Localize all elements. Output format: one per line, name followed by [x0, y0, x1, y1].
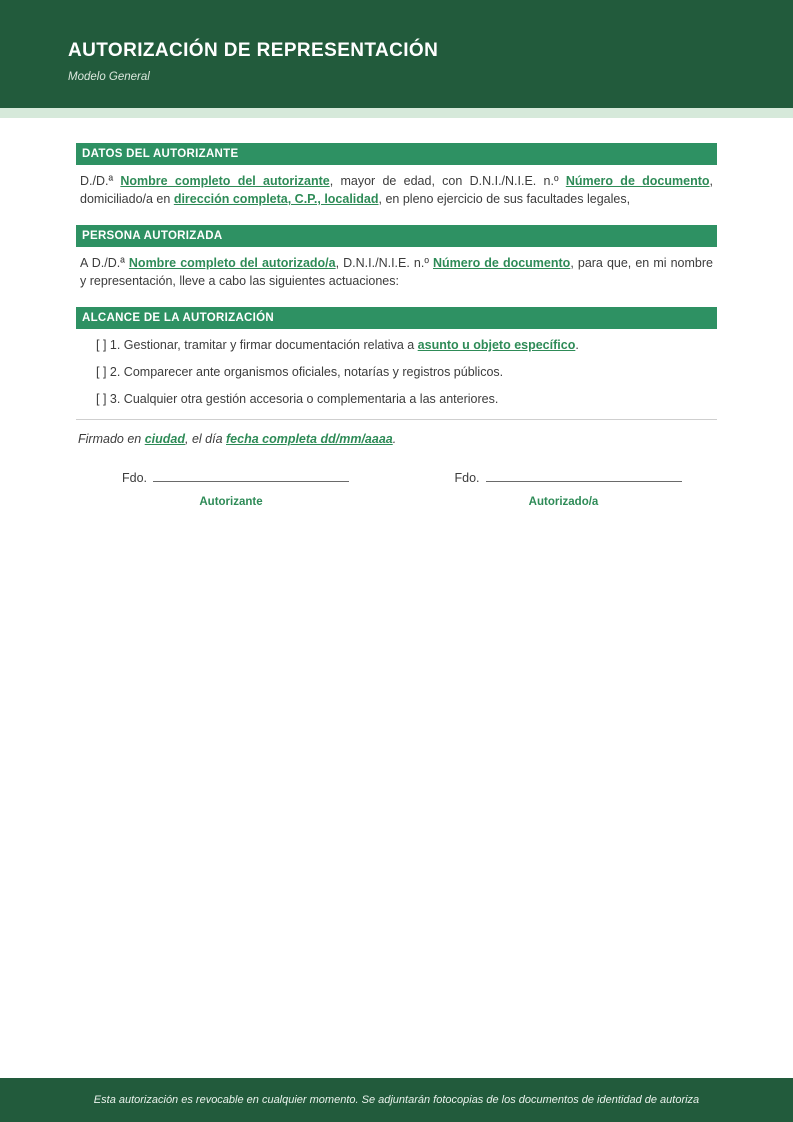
- document-body: [0, 118, 793, 508]
- scope-list-item: [96, 338, 717, 353]
- document-footer: [0, 1078, 793, 1122]
- signature-line-wrap: [122, 470, 397, 485]
- authorized-paragraph: [76, 254, 717, 290]
- scope-item-3-text: Cualquier otra gestión accesoria o complementaria a las anteriores.: [123, 392, 499, 406]
- signature-block-authorized: [397, 470, 718, 508]
- authorizer-text-2: , mayor de edad, con D.N.I./N.I.E. n.º: [329, 174, 566, 188]
- signing-text-1: Firmado en: [78, 432, 145, 446]
- placeholder-date: fecha completa dd/mm/aaaa: [226, 432, 393, 446]
- signature-divider: [76, 419, 717, 420]
- authorized-text-1: A D./D.ª: [80, 256, 129, 270]
- checkbox-item-3: [ ] 3.: [96, 392, 124, 406]
- page-subtitle: Modelo General: [68, 71, 150, 83]
- scope-list: [96, 338, 717, 407]
- signature-role-authorized: Autorizado/a: [528, 496, 599, 508]
- placeholder-authorized-name: Nombre completo del autorizado/a: [128, 256, 336, 270]
- signature-line-wrap: [455, 470, 718, 485]
- fdo-label-right: Fdo.: [454, 471, 480, 485]
- signing-text-2: , el día: [185, 432, 226, 446]
- scope-item-2-text: Comparecer ante organismos oficiales, notarías y registros públicos.: [123, 365, 504, 379]
- checkbox-item-1: [ ] 1.: [96, 338, 124, 352]
- placeholder-authorizer-address: dirección completa, C.P., localidad: [173, 192, 379, 206]
- placeholder-authorized-document: Número de documento: [432, 256, 571, 270]
- signing-sentence: [76, 432, 717, 446]
- footer-note: Esta autorización es revocable en cualquier momento. Se adjuntarán fotocopias de los documentos de identidad de autoriza: [93, 1094, 700, 1106]
- authorized-text-3: , para que, en mi nombre y representación, lleve a cabo las siguientes actuaciones:: [80, 256, 713, 288]
- signature-line: [153, 470, 349, 482]
- signature-block-authorizer: [76, 470, 397, 508]
- authorizer-text-1: D./D.ª: [80, 174, 121, 188]
- signature-row: [76, 470, 717, 508]
- header-accent-strip: [0, 108, 793, 118]
- authorizer-text-4: , en pleno ejercicio de sus facultades legales,: [378, 192, 631, 206]
- checkbox-item-2: [ ] 2.: [96, 365, 124, 379]
- section-heading-authorizer: DATOS DEL AUTORIZANTE: [76, 143, 717, 165]
- signature-role-authorizer: Autorizante: [199, 496, 263, 508]
- page-title: AUTORIZACIÓN DE REPRESENTACIÓN: [68, 40, 439, 61]
- fdo-label-left: Fdo.: [122, 471, 148, 485]
- authorizer-text-3: , domiciliado/a en: [80, 174, 714, 206]
- document-header: [0, 0, 793, 108]
- placeholder-city: ciudad: [144, 432, 185, 446]
- section-heading-scope: ALCANCE DE LA AUTORIZACIÓN: [76, 307, 717, 329]
- authorizer-paragraph: [76, 172, 717, 208]
- scope-item-1-suffix: .: [575, 338, 579, 352]
- placeholder-authorizer-name: Nombre completo del autorizante: [120, 174, 330, 188]
- section-heading-authorized: PERSONA AUTORIZADA: [76, 225, 717, 247]
- scope-list-item: [96, 365, 717, 380]
- placeholder-authorizer-document: Número de documento: [565, 174, 710, 188]
- scope-item-1-text: Gestionar, tramitar y firmar documentación relativa a: [123, 338, 418, 352]
- signature-line: [486, 470, 682, 482]
- authorized-text-2: , D.N.I./N.I.E. n.º: [335, 256, 433, 270]
- signing-text-3: .: [392, 432, 397, 446]
- scope-list-item: [96, 392, 717, 407]
- placeholder-scope-subject: asunto u objeto específico: [417, 338, 576, 352]
